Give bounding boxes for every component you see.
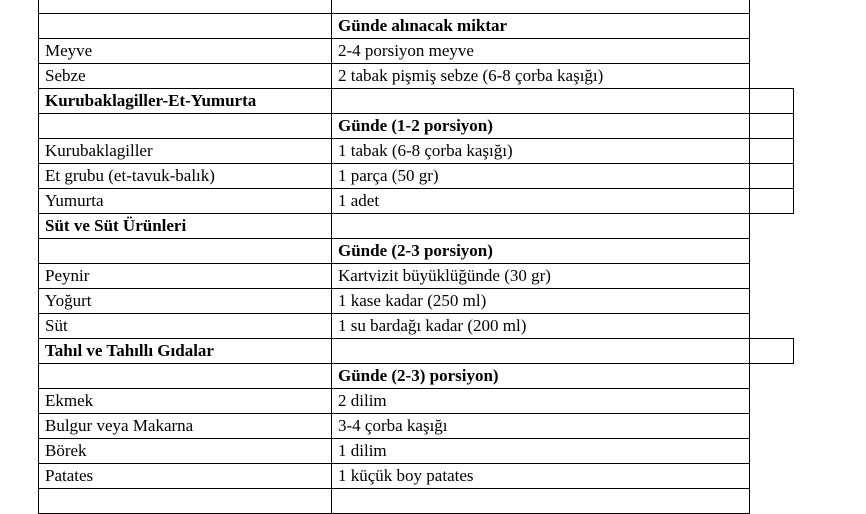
food-name-cell: Yoğurt <box>39 289 332 314</box>
subheader-row <box>39 239 794 264</box>
table-row <box>39 289 794 314</box>
subheader-row <box>39 114 794 139</box>
extra-column-cell <box>750 189 794 214</box>
daily-amount-header: Günde (2-3) porsiyon) <box>332 364 750 389</box>
table-row <box>39 439 794 464</box>
amount-cell: Kartvizit büyüklüğünde (30 gr) <box>332 264 750 289</box>
daily-amount-header: Günde (2-3 porsiyon) <box>332 239 750 264</box>
table-row <box>39 139 794 164</box>
food-name-cell <box>39 489 332 514</box>
section-title: Tahıl ve Tahıllı Gıdalar <box>39 339 332 364</box>
table-row <box>39 39 794 64</box>
empty-cell <box>39 364 332 389</box>
amount-cell: 2-4 porsiyon meyve <box>332 39 750 64</box>
food-name-cell: Kurubaklagiller <box>39 139 332 164</box>
empty-cell <box>39 239 332 264</box>
empty-cell <box>332 89 750 114</box>
food-name-cell: Sebze <box>39 64 332 89</box>
table-row <box>39 164 794 189</box>
section-title <box>39 0 332 14</box>
table-row <box>39 489 794 514</box>
table-row <box>39 389 794 414</box>
section-row <box>39 0 794 14</box>
empty-cell <box>39 114 332 139</box>
food-name-cell: Et grubu (et-tavuk-balık) <box>39 164 332 189</box>
amount-cell: 2 tabak pişmiş sebze (6-8 çorba kaşığı) <box>332 64 750 89</box>
empty-cell <box>332 214 750 239</box>
table-row <box>39 264 794 289</box>
amount-cell: 1 kase kadar (250 ml) <box>332 289 750 314</box>
empty-cell <box>39 14 332 39</box>
section-row <box>39 339 794 364</box>
subheader-row <box>39 14 794 39</box>
section-row <box>39 89 794 114</box>
food-name-cell: Patates <box>39 464 332 489</box>
amount-cell: 1 parça (50 gr) <box>332 164 750 189</box>
daily-amount-header: Günde alınacak miktar <box>332 14 750 39</box>
amount-cell: 2 dilim <box>332 389 750 414</box>
table-row <box>39 64 794 89</box>
food-name-cell: Meyve <box>39 39 332 64</box>
extra-column-cell <box>750 339 794 364</box>
extra-column-cell <box>750 114 794 139</box>
empty-cell <box>332 339 750 364</box>
food-name-cell: Süt <box>39 314 332 339</box>
daily-amount-header: Günde (1-2 porsiyon) <box>332 114 750 139</box>
table-row <box>39 189 794 214</box>
food-name-cell: Yumurta <box>39 189 332 214</box>
food-name-cell: Ekmek <box>39 389 332 414</box>
amount-cell <box>332 489 750 514</box>
amount-cell: 1 küçük boy patates <box>332 464 750 489</box>
nutrition-table-body <box>39 0 794 514</box>
amount-cell: 3-4 çorba kaşığı <box>332 414 750 439</box>
amount-cell: 1 tabak (6-8 çorba kaşığı) <box>332 139 750 164</box>
section-title: Kurubaklagiller-Et-Yumurta <box>39 89 332 114</box>
extra-column-cell <box>750 139 794 164</box>
table-row <box>39 414 794 439</box>
table-row <box>39 314 794 339</box>
nutrition-table <box>38 0 794 514</box>
extra-column-cell <box>750 164 794 189</box>
food-name-cell: Börek <box>39 439 332 464</box>
food-name-cell: Bulgur veya Makarna <box>39 414 332 439</box>
table-row <box>39 464 794 489</box>
amount-cell: 1 dilim <box>332 439 750 464</box>
section-title: Süt ve Süt Ürünleri <box>39 214 332 239</box>
amount-cell: 1 adet <box>332 189 750 214</box>
subheader-row <box>39 364 794 389</box>
extra-column-cell <box>750 89 794 114</box>
empty-cell <box>332 0 750 14</box>
food-name-cell: Peynir <box>39 264 332 289</box>
section-row <box>39 214 794 239</box>
amount-cell: 1 su bardağı kadar (200 ml) <box>332 314 750 339</box>
